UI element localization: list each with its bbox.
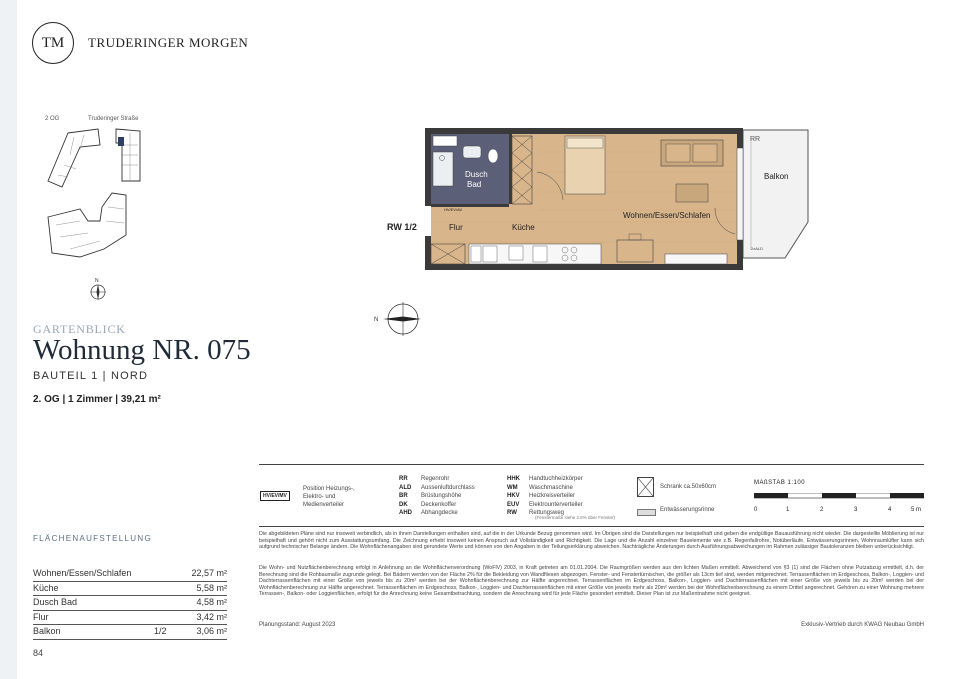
planning-date: Planungsstand: August 2023 <box>259 622 336 628</box>
area-row: Flur 3,42 m² <box>33 611 227 626</box>
building-keyplan <box>40 125 150 265</box>
unit-details: 2. OG | 1 Zimmer | 39,21 m² <box>33 394 161 405</box>
room-label-flur: Flur <box>449 223 463 232</box>
rettungsweg-label: RW 1/2 <box>387 222 417 232</box>
disclaimer-text-2: Die Wohn- und Nutzflächenberechnung erfolgt in Anlehnung an die Wohnflächenverordnung (WoFlV) 2003, in Kraft getreten am 01.01.2004. Die Raumgrößen werden aus den lichten Maßen ermittelt. Abweichend von §3 (1) sind die Flächen ohne Putzabzug ermittelt, d.h. der Berechnung sind die Rohbaumaße zugrunde gelegt. Bei Bädern werden von der Fläche 2% für die Bekleidung von Wandfliesen abgezogen. Fenster- und Fenstertürnischen, die größer als 13cm tief sind, werden mitgerechnet. Terrassenflächen im Erdgeschoss, Balkon-, Loggien- und Dachterrassenflächen mit einer Größe von jeweils bis zu 20m² werden bei der Wohnflächenberechnung zur Hälfte angerechnet. Terrassenflächen im Erdgeschoss, Balkon-, Loggien- und Dachterrassenflächen mit einer Größe von jeweils bis zu 20m² werden bei der Wohnflächenberechnung zur Hälfte angerechnet. Terrassenflächen im Erdgeschoss, Balkon-, Loggien- und Dachterrassenflächen mit einer Größe von jeweils mehr als 20m² werden bei der Wohnflächenberechnung zu einem Drittel angerechnet. Gehören zu einer Wohnung mehrere Terrassen-, Balkon- oder Loggienflächen, erfolgt für die Anrechnung keine Gesamtbetrachtung, sondern die Anrechnung wird für jede Fläche gesondert ermittelt. Dieser Plan ist zur Maßentnahme nicht geeignet. <box>259 565 924 598</box>
keyplan-north-arrow-icon <box>88 276 108 302</box>
room-label-bath-2: Bad <box>467 180 482 189</box>
logo-monogram: TM <box>32 22 74 64</box>
area-schedule-table <box>33 567 227 640</box>
drainage-channel-icon <box>637 509 656 516</box>
brand-name: TRUDERINGER MORGEN <box>88 35 249 50</box>
svg-text:N: N <box>95 278 99 284</box>
unit-subtitle: GARTENBLICK <box>33 322 126 336</box>
apartment-floorplan <box>385 122 815 277</box>
page-number: 84 <box>33 648 44 658</box>
room-label-wohnen: Wohnen/Essen/Schlafen <box>623 211 711 220</box>
legend-panel: HV/EV/MV Position Heizungs-, Elektro- und Medienverteiler RR Regenrohr ALD Aussenluftdurchlass BR Brüstungshöhe DK Deckenkoffer AHD Abhangdecke HHK Handtuchheizkörper WM Waschmaschine HKV Heizkreisverteiler EUV Elektrounterverteiler RW Rettungsweg (Fenstermaße siehe 2.6% über Fenster) Schrank ca.50x60cm Entwässerungsrinne MAßSTAB 1:100 0 1 2 3 4 5 m <box>259 464 924 527</box>
hv-legend-desc: Position Heizungs-, Elektro- und Medienverteiler <box>303 486 355 508</box>
ald-label: 2xALD <box>751 246 764 251</box>
left-accent-strip <box>0 0 17 679</box>
keyplan-unit-highlight <box>118 137 124 146</box>
disclaimer-text-1: Die abgebildeten Pläne sind nur insoweit verbindlich, als in ihnen Darstellungen enthalten sind, auf die in der Urkunde Bezug genommen wird. Im Übrigen sind die Darstellungen nur beispielhaft und geben die endgültige Bauausführung nicht wieder. Die dargestellte Möblierung ist nur beispielhaft und gehört nicht zum Ausstattungsumfang. Die Zeichnung erhebt insoweit keinen Anspruch auf Vollständigkeit und Richtigkeit. Die Lage und die Anzahl einzelner Bauelemente wie z.B. Regenfallrohre, Notüberläufe, Entwässerungsrinnen, Wohnraumlüfter kann sich aufgrund technischer Belange ändern. Die Wohnflächenangaben sind gerundete Werte und können von den Angaben in der Teilungserklärung abweichen. Nachträgliche Änderungen durch Ausführungsabweichungen im Rahmen zulässiger Bautoleranzen bleiben unberücksichtigt. <box>259 531 924 551</box>
keyplan-floor-label: 2 OG <box>45 116 60 122</box>
sales-note: Exklusiv-Vertrieb durch KWAG Neubau GmbH <box>801 622 924 628</box>
schrank-legend-label: Schrank ca.50x60cm <box>660 484 717 490</box>
scale-bar <box>754 493 924 499</box>
hv-label: HV/EV/AV <box>444 207 463 212</box>
svg-text:N: N <box>374 317 379 323</box>
area-schedule-heading: FLÄCHENAUFSTELLUNG <box>33 534 152 543</box>
abbreviation-list-2: HHK Handtuchheizkörper WM Waschmaschine HKV Heizkreisverteiler EUV Elektrounterverteiler RW Rettungsweg <box>507 476 583 516</box>
floorplan-north-arrow-icon <box>373 300 423 340</box>
rr-label: RR <box>750 136 761 143</box>
schrank-symbol-icon <box>637 477 654 497</box>
unit-bauteil: BAUTEIL 1 | NORD <box>33 370 149 382</box>
hv-legend-box: HV/EV/MV <box>260 491 290 501</box>
scale-label: MAßSTAB 1:100 <box>754 480 806 486</box>
rettungsweg-note: (Fenstermaße siehe 2.6% über Fenster) <box>535 515 616 520</box>
brand-logo <box>32 22 248 64</box>
room-label-bath-1: Dusch <box>465 170 488 179</box>
drainage-legend-label: Entwässerungsrinne <box>660 507 715 513</box>
room-label-kueche: Küche <box>512 223 535 232</box>
area-row: Dusch Bad 4,58 m² <box>33 596 227 611</box>
room-label-balkon: Balkon <box>764 172 789 181</box>
area-row: Wohnen/Essen/Schlafen 22,57 m² <box>33 567 227 582</box>
area-row: Küche 5,58 m² <box>33 582 227 597</box>
keyplan-street-label: Truderinger Straße <box>88 116 139 122</box>
area-row: Balkon 1/2 3,06 m² <box>33 625 227 640</box>
page-title: Wohnung NR. 075 <box>33 334 251 366</box>
abbreviation-list-1: RR Regenrohr ALD Aussenluftdurchlass BR Brüstungshöhe DK Deckenkoffer AHD Abhangdecke <box>399 476 475 516</box>
